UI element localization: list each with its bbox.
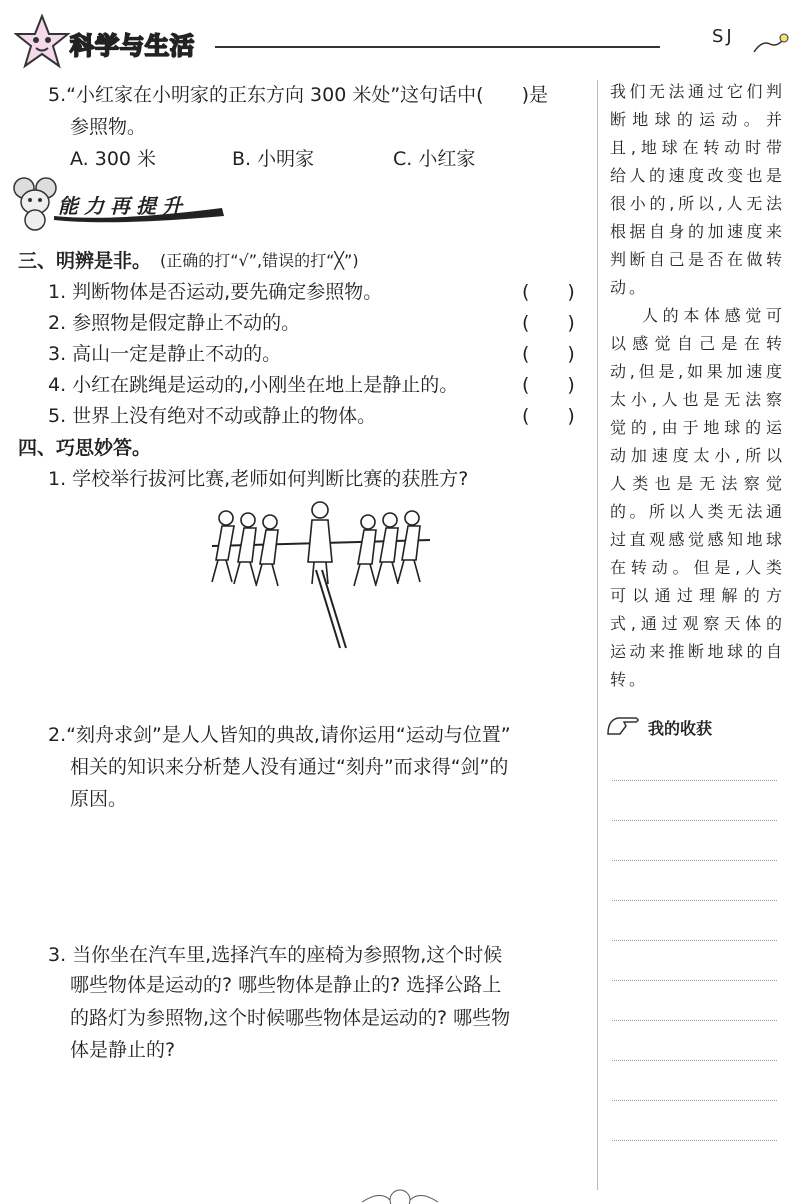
judge-item-4: 4. 小红在跳绳是运动的,小刚坐在地上是静止的。 [48,374,459,396]
sidebar-paragraph-2: 人的本体感觉可以感觉自己是在转动,但是,如果加速度太小,人也是无法察觉的,由于地球的运动加速度太小,所以人类也是无法察觉的。所以人类无法通过直观感觉感知地球在转动。但是,人类可以通过理解的方式,通过观察天体的运动来推断地球的自转。 [610,306,785,689]
q2-line-1: 2.“刻舟求剑”是人人皆知的典故,请你运用“运动与位置” [48,724,511,746]
note-line[interactable] [612,780,777,781]
note-line[interactable] [612,860,777,861]
answer-bracket-4[interactable]: ( ) [522,374,575,396]
q1-text: 1. 学校举行拔河比赛,老师如何判断比赛的获胜方? [48,468,469,490]
header-rule [215,46,660,48]
harvest-title: 我的收获 [648,719,713,738]
note-line[interactable] [612,1140,777,1141]
star-mascot-icon [14,14,70,70]
section4-title: 四、巧思妙答。 [18,437,152,459]
column-divider [597,80,598,1190]
pointing-hand-icon [606,712,642,738]
answer-bracket-2[interactable]: ( ) [522,312,575,334]
note-line[interactable] [612,1020,777,1021]
answer-bracket-3[interactable]: ( ) [522,343,575,365]
banner-title: 能力再提升 [58,194,188,218]
note-line[interactable] [612,900,777,901]
answer-bracket-1[interactable]: ( ) [522,281,575,303]
answer-bracket-5[interactable]: ( ) [522,405,575,427]
q2-line-2: 相关的知识来分析楚人没有通过“刻舟”而求得“剑”的 [70,756,509,778]
q3-line-3: 的路灯为参照物,这个时候哪些物体是运动的? 哪些物 [70,1007,511,1029]
judge-item-5: 5. 世界上没有绝对不动或静止的物体。 [48,405,377,427]
q5-option-b: B. 小明家 [232,148,315,170]
q5-option-c: C. 小红家 [393,148,476,170]
tug-of-war-illustration [208,500,434,650]
header-title: 科学与生活 [70,32,195,60]
judge-item-2: 2. 参照物是假定静止不动的。 [48,312,301,334]
section3-instruction: (正确的打“√”,错误的打“╳”) [160,251,359,270]
note-line[interactable] [612,1060,777,1061]
pencil-icon [750,30,790,56]
note-line[interactable] [612,980,777,981]
q5-option-a: A. 300 米 [70,148,157,170]
note-line[interactable] [612,940,777,941]
q3-line-1: 3. 当你坐在汽车里,选择汽车的座椅为参照物,这个时候 [48,944,503,966]
q5-text: 5.“小红家在小明家的正东方向 300 米处”这句话中( )是 [48,84,548,106]
q3-line-2: 哪些物体是运动的? 哪些物体是静止的? 选择公路上 [70,974,502,996]
q3-line-4: 体是静止的? [70,1039,176,1061]
q2-line-3: 原因。 [70,788,128,810]
note-line[interactable] [612,1100,777,1101]
sidebar-paragraph-1: 我们无法通过它们判断地球的运动。并且,地球在转动时带给人的速度改变也是很小的,所以,人无法根据自身的加速度来判断自己是否在做转动。 [610,82,785,297]
section3-title: 三、明辨是非。 [18,250,152,272]
judge-item-3: 3. 高山一定是静止不动的。 [48,343,282,365]
header-code: SJ [712,26,735,47]
judge-item-1: 1. 判断物体是否运动,要先确定参照物。 [48,281,383,303]
note-line[interactable] [612,820,777,821]
page-number-ornament [360,1188,440,1204]
q5-text-cont: 参照物。 [70,116,147,138]
